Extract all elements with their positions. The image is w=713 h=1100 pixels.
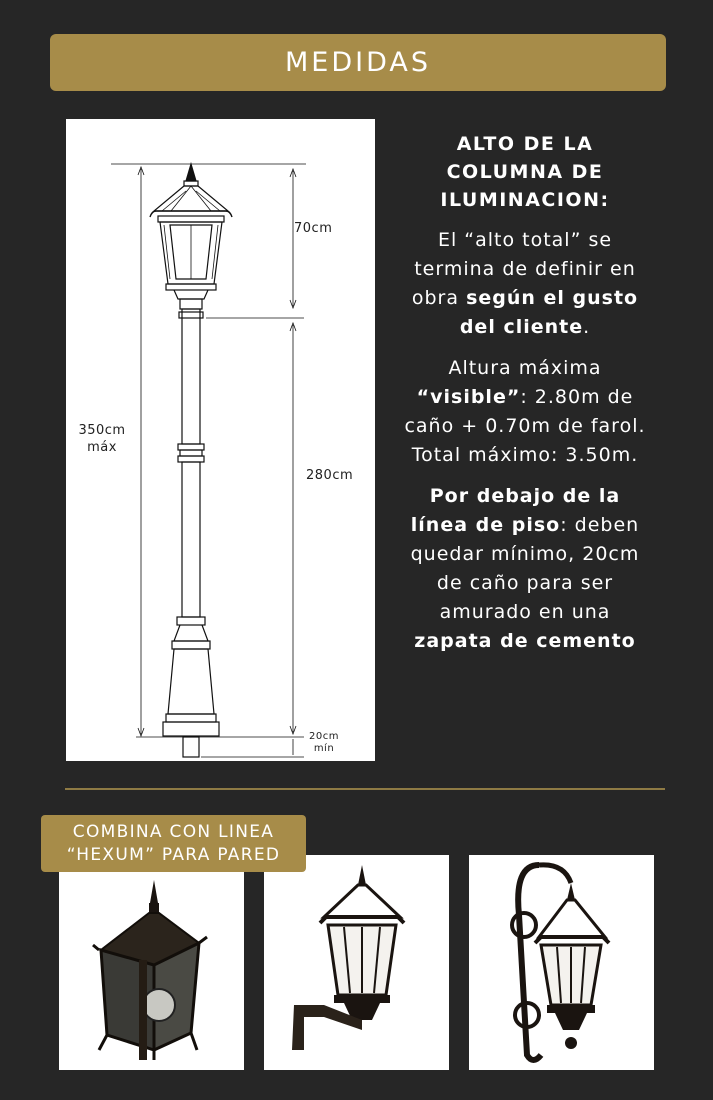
info-paragraph-underground [400,482,650,656]
info-p3-text: : deben quedar mínimo, 20cm de caño para ser amurado en una [410,514,640,623]
dimension-underground-value: 20cm [309,731,339,742]
dimension-total-value: 350cm [78,423,126,438]
info-p2-total: Total máximo: 3.50m. [411,444,639,466]
wall-lantern-bracket-icon [264,855,449,1070]
measurement-diagram [66,119,375,761]
product-card-1[interactable] [59,855,244,1070]
info-p1-bold: según el gusto del cliente [459,287,639,338]
header-banner [50,34,666,91]
dimension-total-label [72,422,132,456]
info-p2-end: : 2.80m de caño + 0.70m de farol. [404,386,646,437]
wall-lantern-scroll-icon [469,855,654,1070]
info-p1-end: . [583,316,591,338]
info-p1-text: El “alto total” se termina de definir en obra [411,229,636,309]
info-title: ALTO DE LA COLUMNA DE ILUMINACION: [440,133,610,211]
product-card-2[interactable] [264,855,449,1070]
info-p3-bold: Por debajo de la línea de piso [410,485,621,536]
section-divider [65,788,665,790]
combo-line-2: “HEXUM” PARA PARED [66,844,281,865]
info-paragraph-max [400,354,650,470]
dimension-underground-qualifier: mín [313,743,335,754]
height-info-text [400,130,650,668]
dimension-underground-label [304,731,344,755]
info-p2-bold: “visible” [416,386,521,408]
combo-badge [41,815,306,872]
info-p3-bold-end: zapata de cemento [414,630,636,652]
info-paragraph-total [400,226,650,342]
product-card-3[interactable] [469,855,654,1070]
info-p2-text: Altura máxima [448,357,602,379]
dimension-lantern-label: 70cm [294,221,333,236]
combo-line-1: COMBINA CON LINEA [72,821,275,842]
dimension-total-qualifier: máx [87,440,117,455]
page-title: MEDIDAS [284,47,432,78]
dimension-pole-label: 280cm [306,468,354,483]
wall-lantern-flat-icon [59,855,244,1070]
